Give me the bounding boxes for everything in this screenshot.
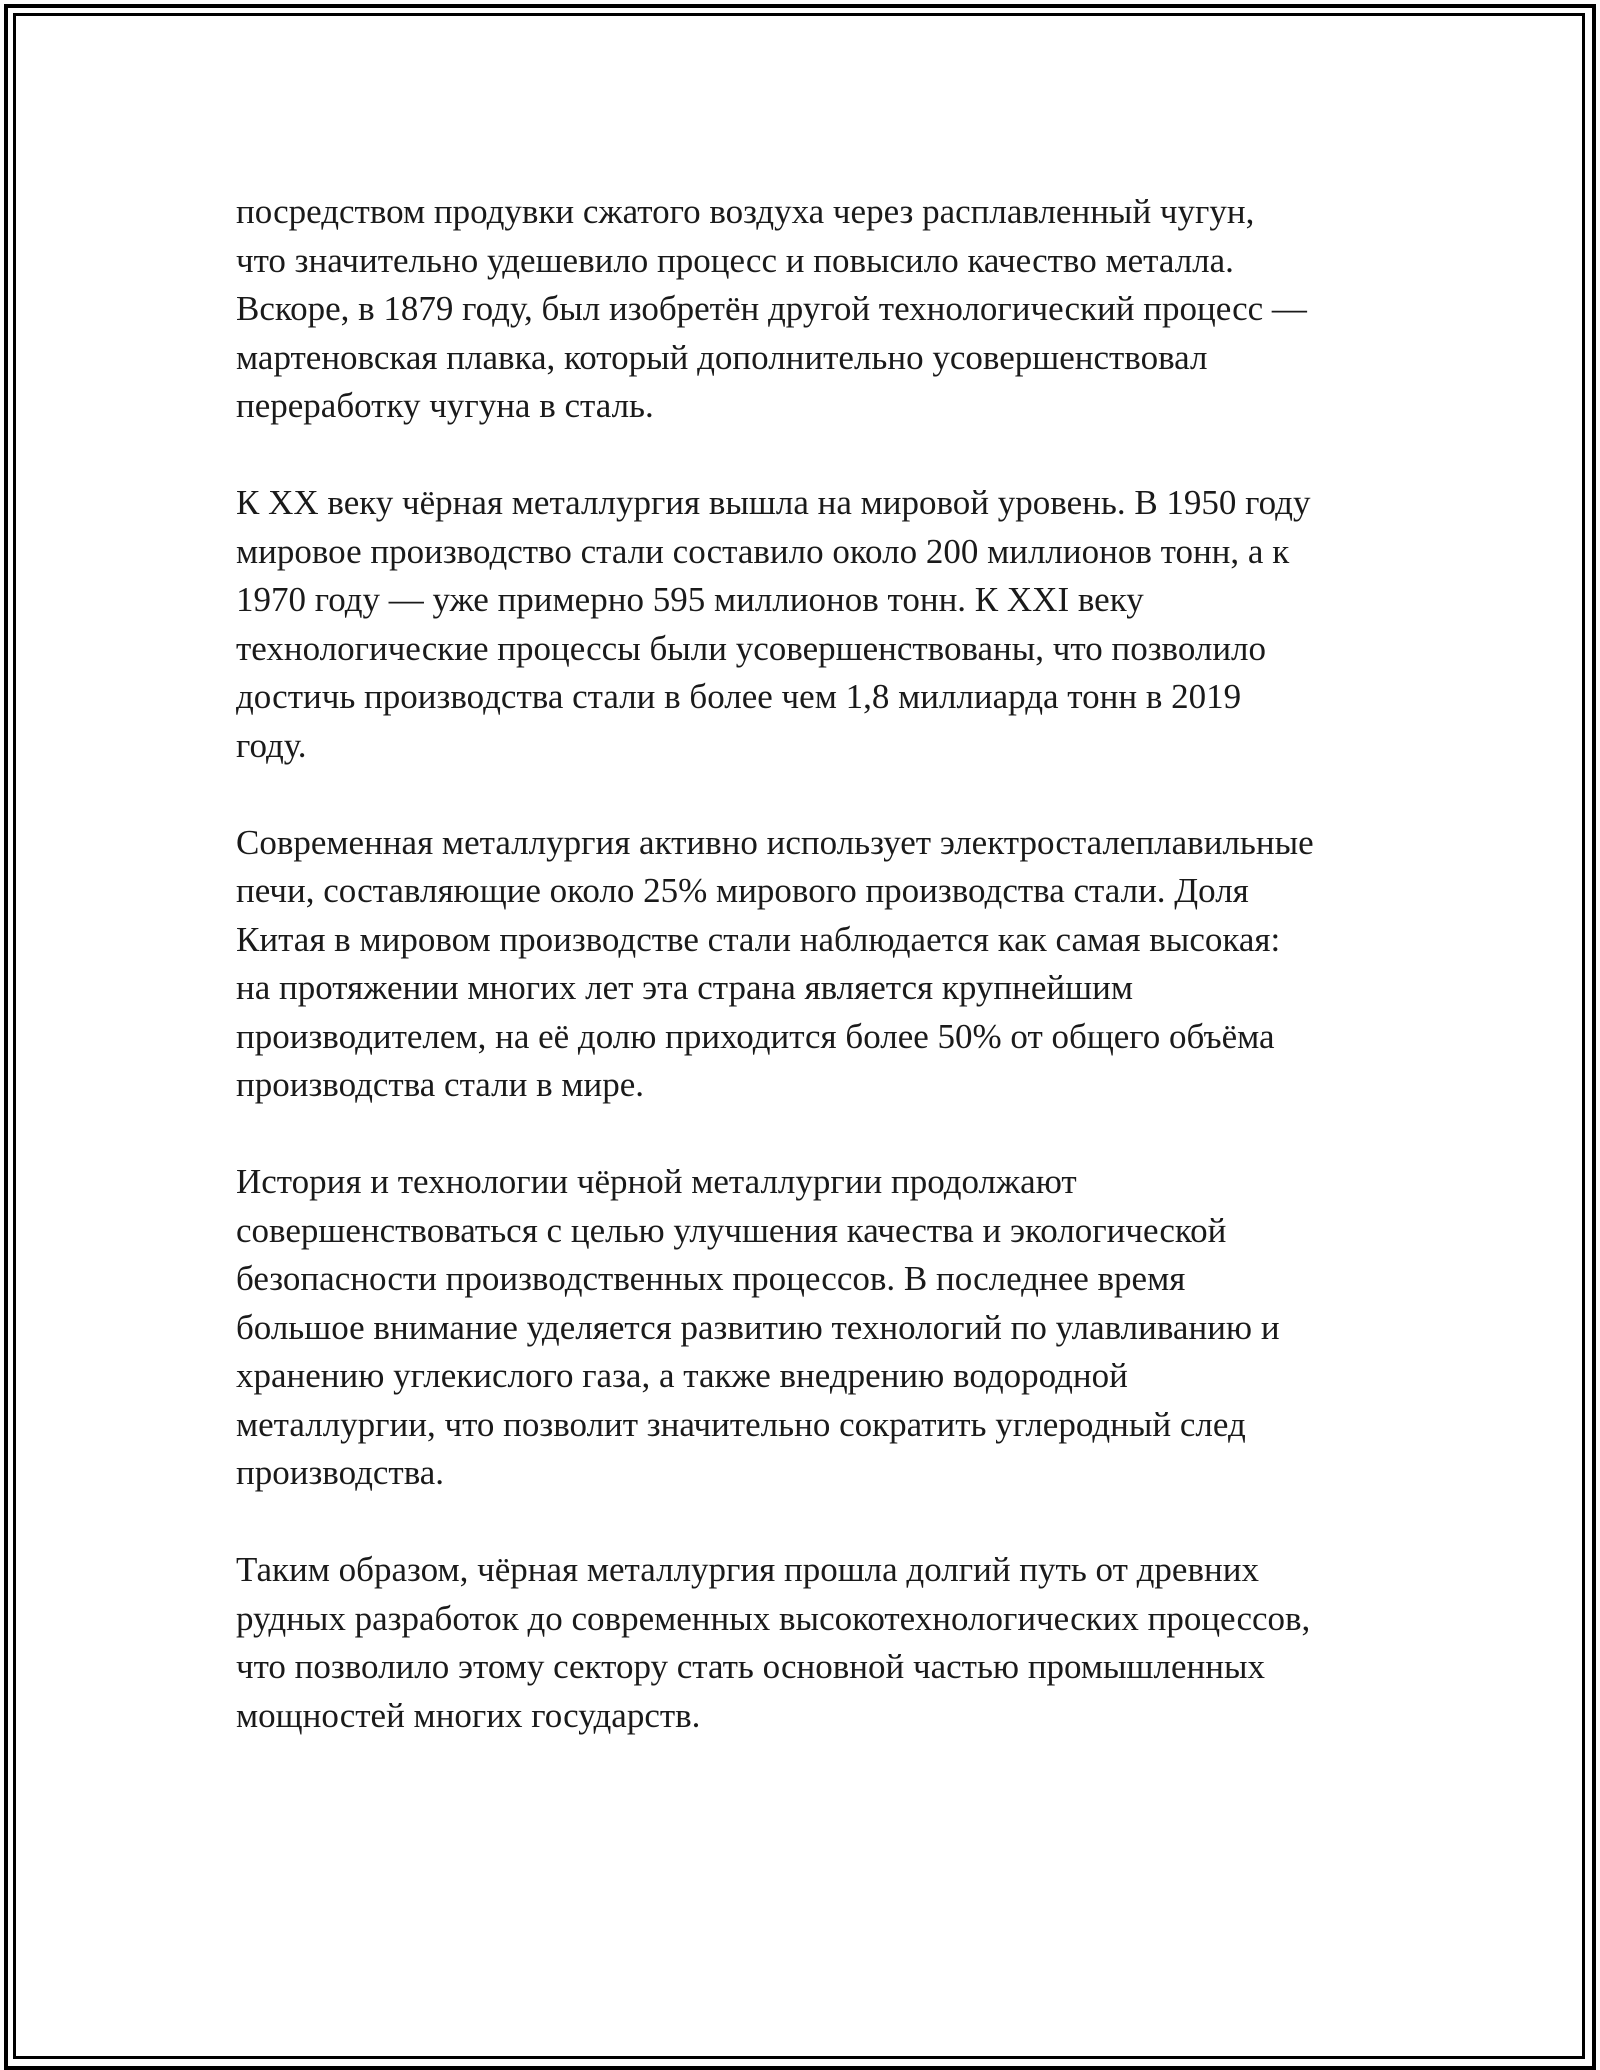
document-body — [236, 188, 1396, 1740]
paragraph-5: Таким образом, чёрная металлургия прошла долгий путь от древних рудных разработок до современных высокотехнологических процессов, что позволило этому сектору стать основной частью промышленных мощностей многих государств. — [236, 1550, 1311, 1735]
paragraph-3: Современная металлургия активно использует электросталеплавильные печи, составляющие около 25% мирового производства стали. Доля Китая в мировом производстве стали наблюдается как самая высокая: на протяжении многих лет эта страна является крупнейшим производителем, на её долю приходится более 50% от общего объёма производства стали в мире. — [236, 822, 1314, 1104]
paragraph-2: К XX веку чёрная металлургия вышла на мировой уровень. В 1950 году мировое производство стали составило около 200 миллионов тонн, а к 1970 году — уже примерно 595 миллионов тонн. К XXI веку технологические процессы были усовершенствованы, что позволило достичь производства стали в более чем 1,8 миллиарда тонн в 2019 году. — [236, 483, 1311, 765]
paragraph-1: посредством продувки сжатого воздуха через расплавленный чугун, что значительно удешевило процесс и повысило качество металла. Вскоре, в 1879 году, был изобретён другой технологический процесс — мартеновская плавка, который дополнительно усовершенствовал переработку чугуна в сталь. — [236, 192, 1307, 425]
paragraph-4: История и технологии чёрной металлургии продолжают совершенствоваться с целью улучшения качества и экологической безопасности производственных процессов. В последнее время большое внимание уделяется развитию технологий по улавливанию и хранению углекислого газа, а также внедрению водородной металлургии, что позволит значительно сократить углеродный след производства. — [236, 1162, 1280, 1492]
